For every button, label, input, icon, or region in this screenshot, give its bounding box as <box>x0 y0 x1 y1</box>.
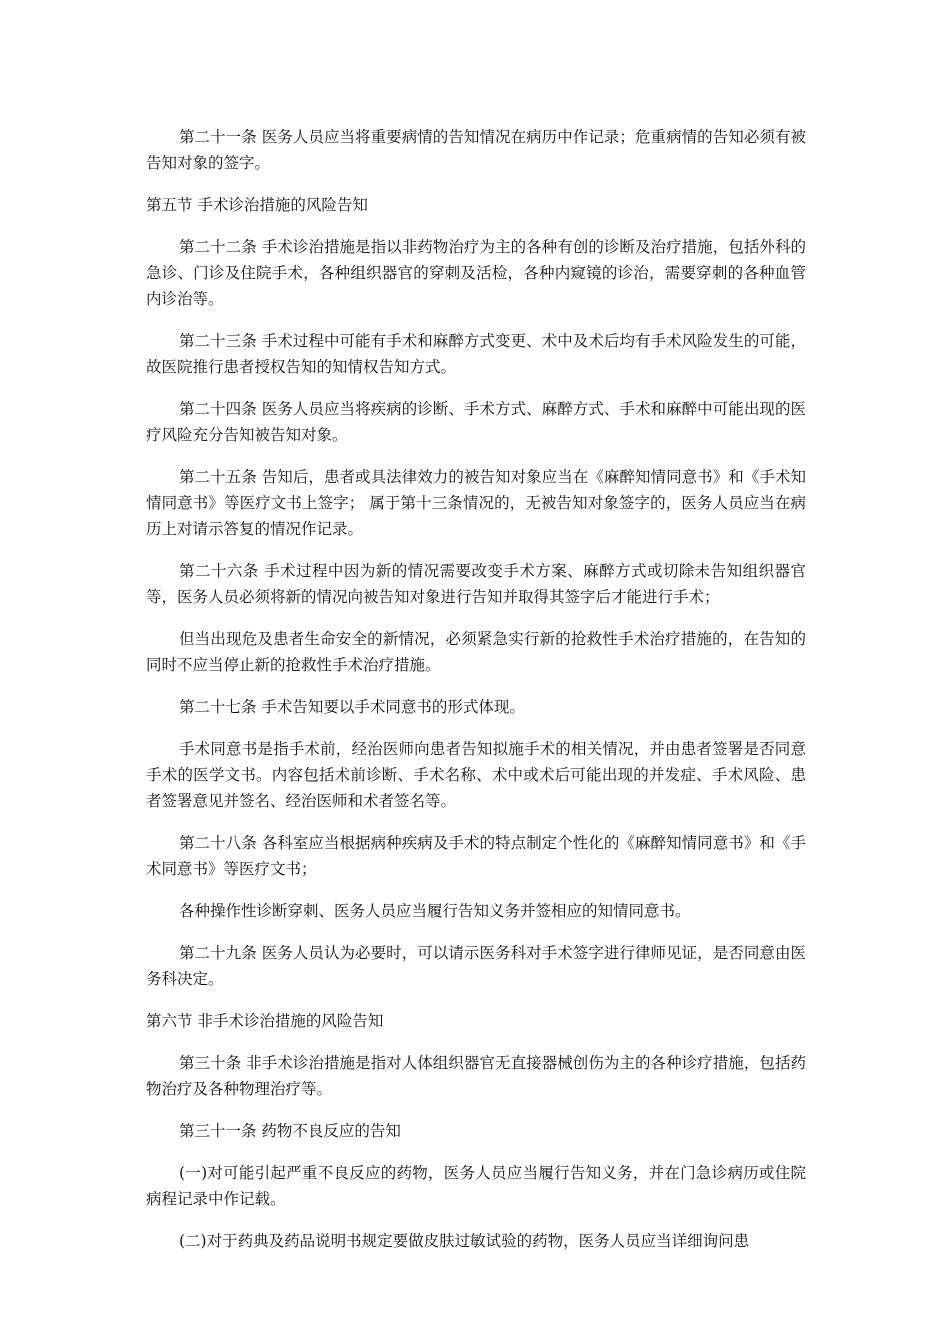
paragraph-article-23: 第二十三条 手术过程中可能有手术和麻醉方式变更、术中及术后均有手术风险发生的可能，故医院推行患者授权告知的知情权告知方式。 <box>146 332 806 376</box>
section-heading-6: 第六节 非手术诊治措施的风险告知 <box>146 1012 384 1030</box>
paragraph-article-24: 第二十四条 医务人员应当将疾病的诊断、手术方式、麻醉方式、手术和麻醉中可能出现的医疗风险充分告知被告知对象。 <box>146 400 806 444</box>
paragraph-article-21: 第二十一条 医务人员应当将重要病情的告知情况在病历中作记录；危重病情的告知必须有被告知对象的签字。 <box>146 128 806 172</box>
paragraph-consent-form-definition: 手术同意书是指手术前，经治医师向患者告知拟施手术的相关情况，并由患者签署是否同意手术的医学文书。内容包括术前诊断、手术名称、术中或术后可能出现的并发症、手术风险、患者签署意见并签名、经治医师和术者签名等。 <box>146 740 806 810</box>
section-heading-5: 第五节 手术诊治措施的风险告知 <box>146 196 368 214</box>
paragraph-article-31-item-2: (二)对于药典及药品说明书规定要做皮肤过敏试验的药物，医务人员应当详细询问患 <box>179 1232 750 1250</box>
paragraph-article-28-continued: 各种操作性诊断穿刺、医务人员应当履行告知义务并签相应的知情同意书。 <box>179 902 691 920</box>
paragraph-article-29: 第二十九条 医务人员认为必要时，可以请示医务科对手术签字进行律师见证，是否同意由医务科决定。 <box>146 944 806 988</box>
paragraph-article-26: 第二十六条 手术过程中因为新的情况需要改变手术方案、麻醉方式或切除未告知组织器官等，医务人员必须将新的情况向被告知对象进行告知并取得其签字后才能进行手术； <box>146 562 806 606</box>
paragraph-article-22: 第二十二条 手术诊治措施是指以非药物治疗为主的各种有创的诊断及治疗措施，包括外科的急诊、门诊及住院手术，各种组织器官的穿刺及活检，各种内窥镜的诊治，需要穿刺的各种血管内诊治等。 <box>146 238 806 308</box>
paragraph-article-26-continued: 但当出现危及患者生命安全的新情况，必须紧急实行新的抢救性手术治疗措施的，在告知的同时不应当停止新的抢救性手术治疗措施。 <box>146 630 806 674</box>
paragraph-article-31: 第三十一条 药物不良反应的告知 <box>179 1122 401 1140</box>
paragraph-article-31-item-1: (一)对可能引起严重不良反应的药物，医务人员应当履行告知义务，并在门急诊病历或住院病程记录中作记载。 <box>146 1164 806 1208</box>
paragraph-article-28: 第二十八条 各科室应当根据病种疾病及手术的特点制定个性化的《麻醉知情同意书》和《手术同意书》等医疗文书； <box>146 834 806 878</box>
paragraph-article-27: 第二十七条 手术告知要以手术同意书的形式体现。 <box>179 698 525 716</box>
paragraph-article-30: 第三十条 非手术诊治措施是指对人体组织器官无直接器械创伤为主的各种诊疗措施，包括药物治疗及各种物理治疗等。 <box>146 1054 806 1098</box>
document-page <box>146 124 806 1270</box>
paragraph-article-25: 第二十五条 告知后，患者或具法律效力的被告知对象应当在《麻醉知情同意书》和《手术知情同意书》等医疗文书上签字； 属于第十三条情况的，无被告知对象签字的，医务人员应当在病历上对请示答复的情况作记录。 <box>146 468 806 538</box>
